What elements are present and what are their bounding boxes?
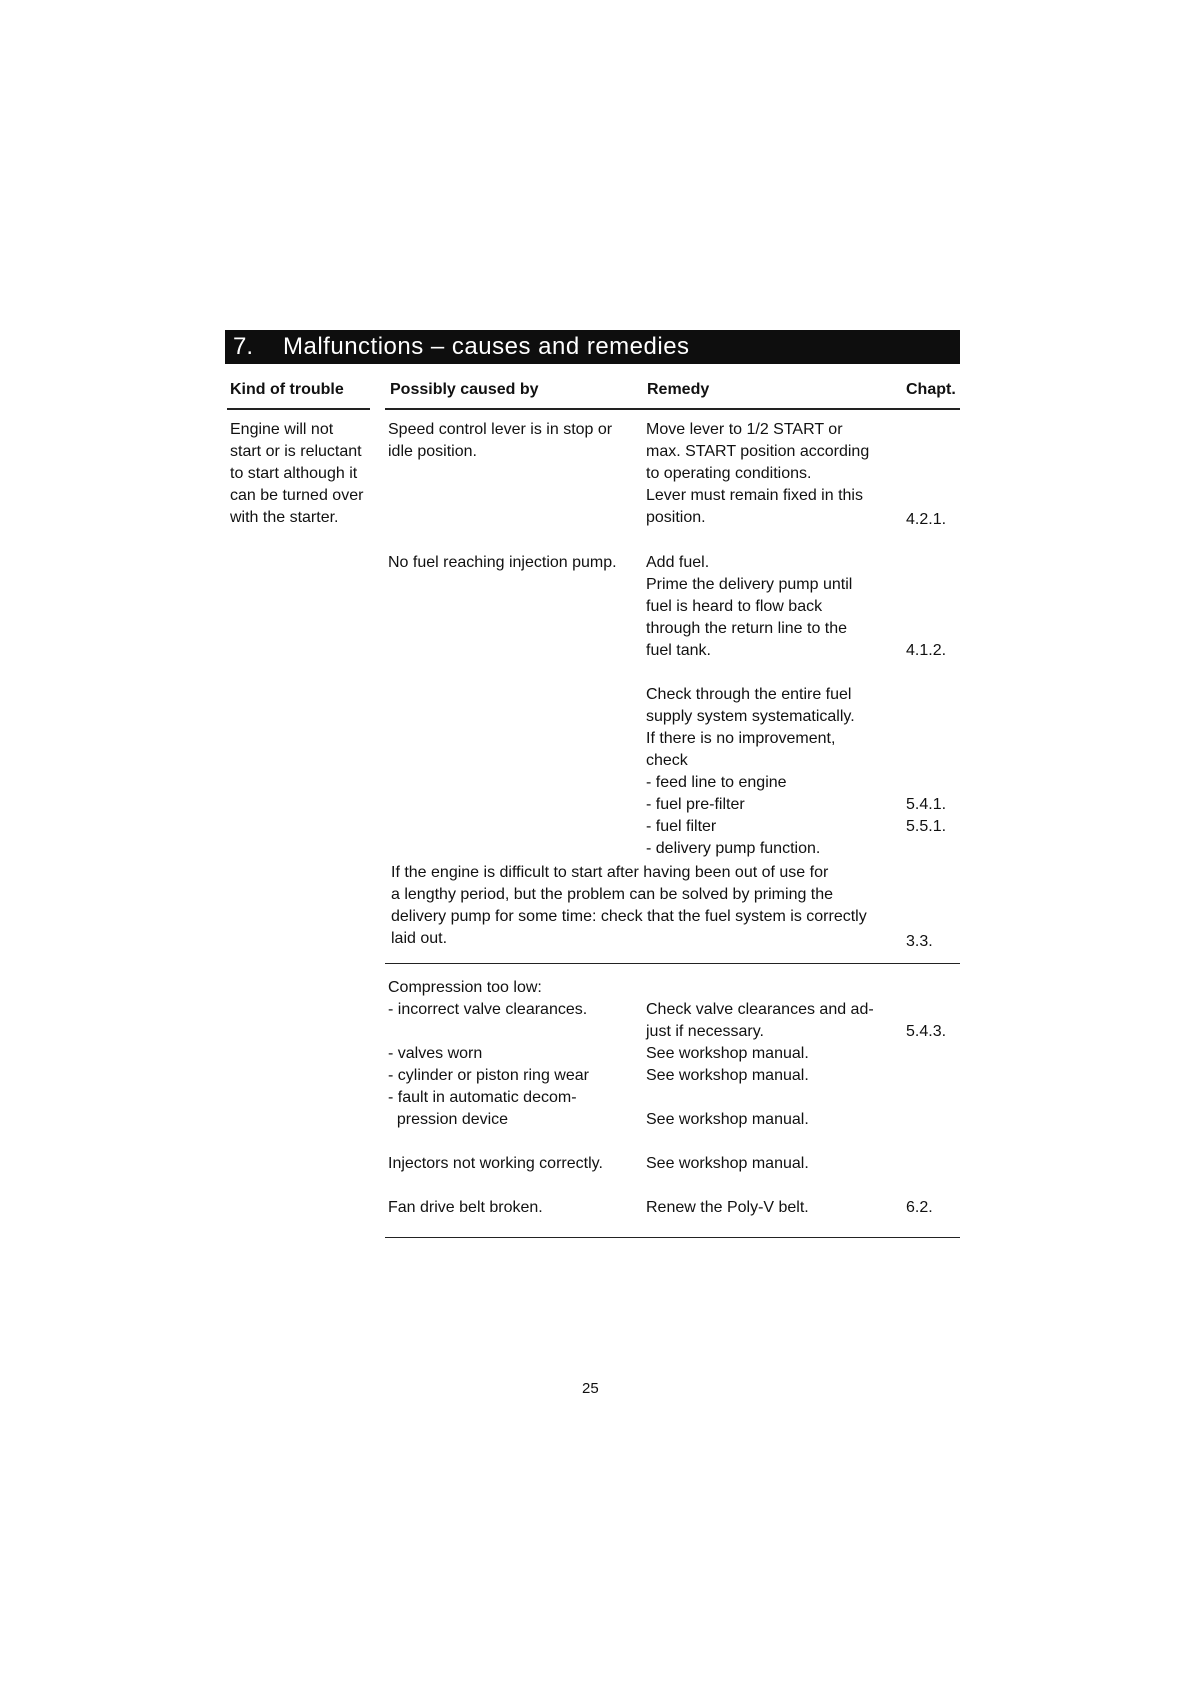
section-divider bbox=[385, 963, 960, 964]
remedy-line: See workshop manual. bbox=[646, 1045, 809, 1062]
remedy-line: just if necessary. bbox=[646, 1023, 764, 1040]
note-line: laid out. bbox=[391, 930, 448, 947]
remedy-line: - fuel pre-filter bbox=[646, 796, 745, 813]
cause-line: - fault in automatic decom- bbox=[388, 1089, 577, 1106]
remedy-line: to operating conditions. bbox=[646, 465, 812, 482]
cause-line: - valves worn bbox=[388, 1045, 483, 1062]
remedy-line: Renew the Poly-V belt. bbox=[646, 1199, 809, 1216]
remedy-line: fuel is heard to flow back bbox=[646, 598, 823, 615]
cause-line: Injectors not working correctly. bbox=[388, 1155, 603, 1172]
remedy-line: max. START position according bbox=[646, 443, 870, 460]
section-banner bbox=[225, 330, 960, 364]
column-header-kind: Kind of trouble bbox=[230, 381, 344, 398]
trouble-kind-line: can be turned over bbox=[230, 487, 364, 504]
remedy-line: Move lever to 1/2 START or bbox=[646, 421, 843, 438]
note-line: If the engine is difficult to start after having been out of use for bbox=[391, 864, 829, 881]
remedy-line: position. bbox=[646, 509, 706, 526]
page-number: 25 bbox=[582, 1380, 599, 1397]
remedy-line: If there is no improvement, bbox=[646, 730, 836, 747]
cause-line: Speed control lever is in stop or bbox=[388, 421, 613, 438]
header-rule-kind bbox=[227, 408, 370, 410]
remedy-line: - delivery pump function. bbox=[646, 840, 821, 857]
column-header-remedy: Remedy bbox=[647, 381, 710, 398]
chapter-ref: 5.4.3. bbox=[906, 1023, 947, 1040]
remedy-line: See workshop manual. bbox=[646, 1155, 809, 1172]
section-title: Malfunctions – causes and remedies bbox=[283, 333, 690, 360]
note-line: delivery pump for some time: check that the fuel system is correctly bbox=[391, 908, 867, 925]
chapter-ref: 4.2.1. bbox=[906, 511, 947, 528]
remedy-line: supply system systematically. bbox=[646, 708, 855, 725]
remedy-line: - feed line to engine bbox=[646, 774, 787, 791]
remedy-line: Add fuel. bbox=[646, 554, 710, 571]
remedy-line: See workshop manual. bbox=[646, 1067, 809, 1084]
trouble-kind-line: Engine will not bbox=[230, 421, 334, 438]
chapter-ref: 4.1.2. bbox=[906, 642, 947, 659]
note-line: a lengthy period, but the problem can be solved by priming the bbox=[391, 886, 834, 903]
chapter-ref: 5.5.1. bbox=[906, 818, 947, 835]
chapter-ref: 3.3. bbox=[906, 933, 933, 950]
table-bottom-rule bbox=[385, 1237, 960, 1238]
remedy-line: check bbox=[646, 752, 688, 769]
remedy-line: Prime the delivery pump until bbox=[646, 576, 853, 593]
cause-line: pression device bbox=[388, 1111, 509, 1128]
cause-line: Compression too low: bbox=[388, 979, 542, 996]
chapter-ref: 5.4.1. bbox=[906, 796, 947, 813]
remedy-line: through the return line to the bbox=[646, 620, 848, 637]
cause-line: Fan drive belt broken. bbox=[388, 1199, 543, 1216]
section-number: 7. bbox=[233, 333, 254, 360]
column-header-cause: Possibly caused by bbox=[390, 381, 539, 398]
trouble-kind-line: with the starter. bbox=[230, 509, 339, 526]
column-header-chapter: Chapt. bbox=[906, 381, 956, 398]
cause-line: No fuel reaching injection pump. bbox=[388, 554, 617, 571]
header-rule-main bbox=[385, 408, 960, 410]
remedy-line: fuel tank. bbox=[646, 642, 711, 659]
trouble-kind-line: start or is reluctant bbox=[230, 443, 362, 460]
cause-line: - cylinder or piston ring wear bbox=[388, 1067, 589, 1084]
trouble-kind-line: to start although it bbox=[230, 465, 358, 482]
remedy-line: Check valve clearances and ad- bbox=[646, 1001, 874, 1018]
cause-line: idle position. bbox=[388, 443, 477, 460]
remedy-line: - fuel filter bbox=[646, 818, 717, 835]
cause-line: - incorrect valve clearances. bbox=[388, 1001, 588, 1018]
chapter-ref: 6.2. bbox=[906, 1199, 933, 1216]
remedy-line: Lever must remain fixed in this bbox=[646, 487, 863, 504]
remedy-line: Check through the entire fuel bbox=[646, 686, 852, 703]
remedy-line: See workshop manual. bbox=[646, 1111, 809, 1128]
